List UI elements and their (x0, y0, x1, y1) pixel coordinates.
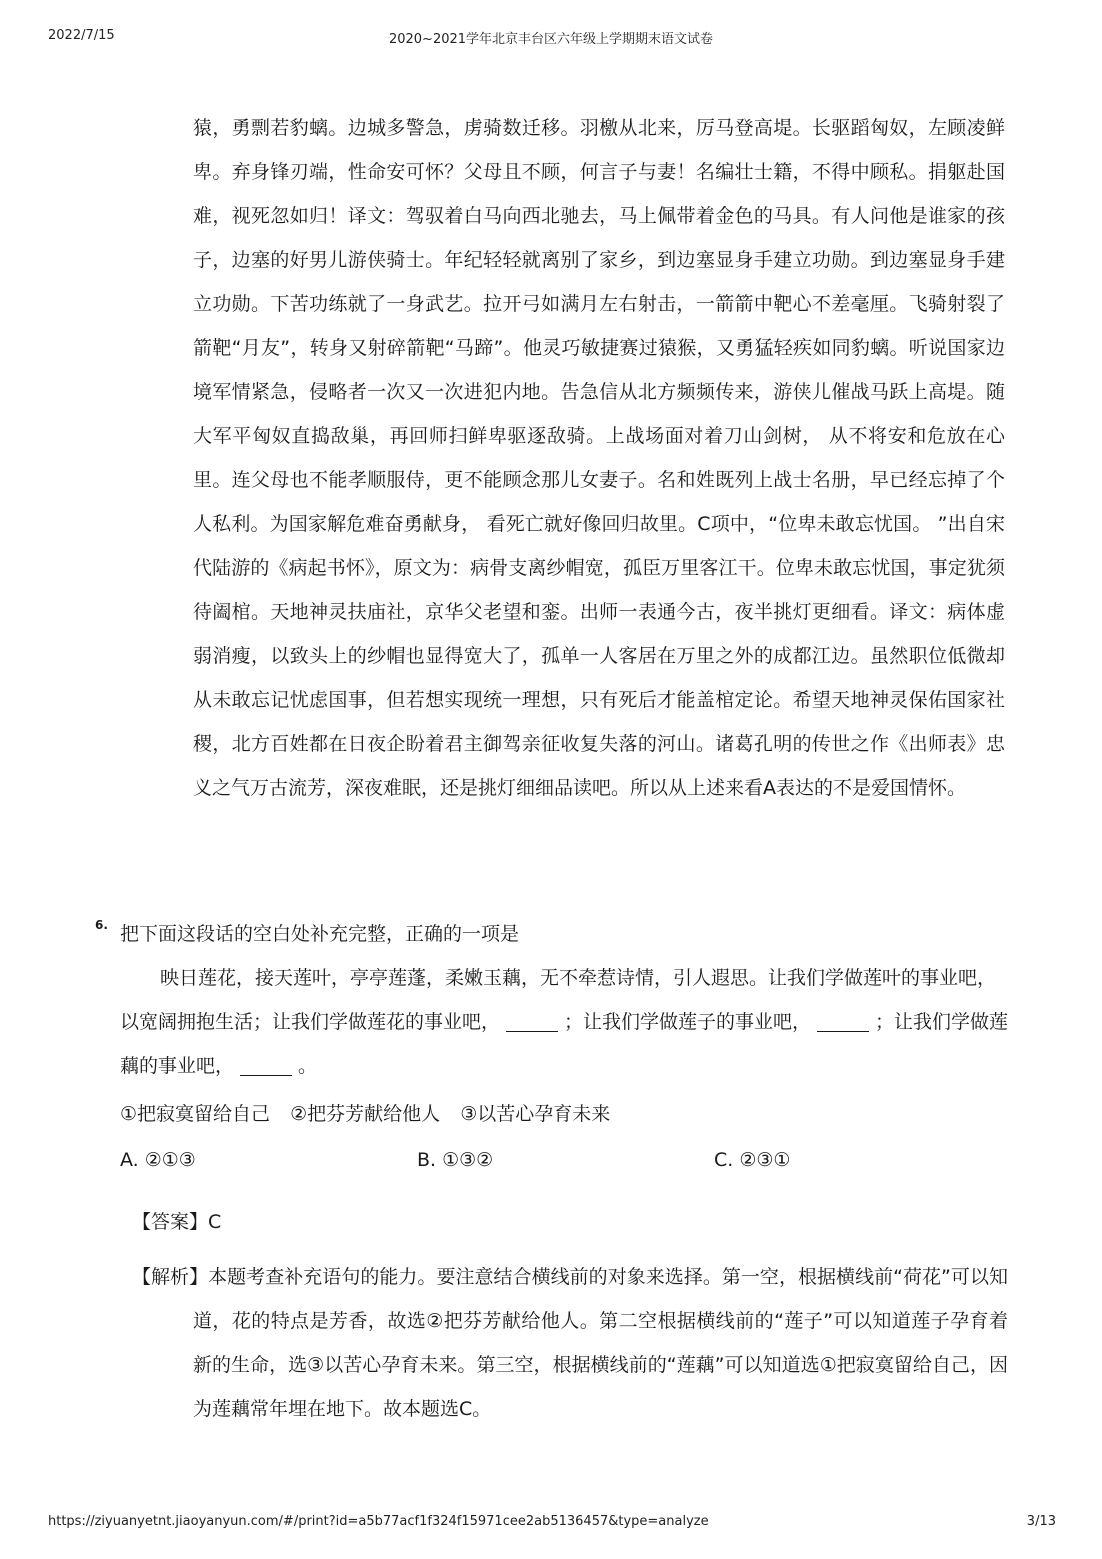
previous-explanation: 猿，勇剽若豹螭。边城多警急，虏骑数迁移。羽檄从北来，厉马登高堤。长驱蹈匈奴，左顾凌鲜卑。弃身锋刃端，性命安可怀？父母且不顾，何言子与妻！名编壮士籍，不得中顾私。捐躯赴国难，视死忽如归！译文：驾驭着白马向西北驰去，马上佩带着金色的马具。有人问他是谁家的孩子，边塞的好男儿游侠骑士。年纪轻轻就离别了家乡，到边塞显身手建立功勋。到边塞显身手建立功勋。下苦功练就了一身武艺。拉开弓如满月左右射击，一箭箭中靶心不差毫厘。飞骑射裂了箭靶“月友”，转身又射碎箭靶“马蹄”。他灵巧敏捷赛过猿猴，又勇猛轻疾如同豹螭。听说国家边境军情紧急，侵略者一次又一次进犯内地。告急信从北方频频传来，游侠儿催战马跃上高堤。随大军平匈奴直捣敌巢，再回师扫鲜卑驱逐敌骑。上战场面对着刀山剑树， 从不将安和危放在心里。连父母也不能孝顺服侍，更不能顾念那儿女妻子。名和姓既列上战士名册，早已经忘掉了个人私利。为国家解危难奋勇献身， 看死亡就好像回归故里。C项中，“位卑未敢忘忧国。 ”出自宋代陆游的《病起书怀》，原文为：病骨支离纱帽宽，孤臣万里客江干。位卑未敢忘忧国，事定犹须待阖棺。天地神灵扶庙社，京华父老望和銮。出师一表通今古，夜半挑灯更细看。译文：病体虚弱消瘦，以致头上的纱帽也显得宽大了，孤单一人客居在万里之外的成都江边。虽然职位低微却从未敢忘记忧虑国事，但若想实现统一理想，只有死后才能盖棺定论。希望天地神灵保佑国家社稷，北方百姓都在日夜企盼着君主御驾亲征收复失落的河山。诸葛孔明的传世之作《出师表》忠义之气万古流芳，深夜难眠，还是挑灯细细品读吧。所以从上述来看A表达的不是爱国情怀。 (193, 117, 1005, 799)
blank-2 (817, 1009, 869, 1032)
answer-line (132, 1200, 221, 1244)
passage-part-2: ；让我们学做莲子的事业吧， (564, 1011, 812, 1033)
choice-item: ②把芬芳献给他人 (290, 1103, 441, 1125)
question-prompt: 把下面这段话的空白处补充完整，正确的一项是 (120, 923, 520, 945)
answer-label: 【答案】 (132, 1211, 209, 1233)
passage-part-4: 。 (298, 1055, 318, 1077)
blank-3 (240, 1053, 292, 1076)
question-passage (120, 956, 1012, 1088)
page-header-title: 2020~2021学年北京丰台区六年级上学期期末语文试卷 (388, 32, 714, 47)
blank-1 (506, 1009, 558, 1032)
analysis-text: 本题考查补充语句的能力。要注意结合横线前的对象来选择。第一空，根据横线前“荷花”可以知道，花的特点是芳香，故选②把芬芳献给他人。第二空根据横线前的“莲子”可以知道莲子孕育着新的生命，选③以苦心孕育未来。第三空，根据横线前的“莲藕”可以知道选①把寂寞留给自己，因为莲藕常年埋在地下。故本题选C。 (193, 1266, 1008, 1420)
choice-items (120, 1092, 624, 1136)
page-number: 3/13 (1026, 1514, 1056, 1529)
question-number: 6. (95, 918, 108, 932)
answer-value: C (208, 1211, 222, 1233)
page-footer-url: https://ziyuanyetnt.jiaoyanyun.com/#/print?id=a5b77acf1f324f15971cee2ab5136457&type=analyze (48, 1514, 709, 1529)
passage-part-1: 映日莲花，接天莲叶，亭亭莲蓬，柔嫩玉藕，无不牵惹诗情，引人遐思。让我们学做莲叶的事业吧，以宽阔拥抱生活；让我们学做莲花的事业吧， (120, 967, 997, 1033)
passage-part-3: ；让我们学做莲藕的事业吧， (120, 1011, 1009, 1077)
analysis-block (132, 1255, 1008, 1431)
choice-item: ①把寂寞留给自己 (120, 1103, 271, 1125)
option-b: B. ①③② (417, 1149, 494, 1171)
option-c: C. ②③① (714, 1149, 791, 1171)
choice-item: ③以苦心孕育未来 (460, 1103, 611, 1125)
page-header-date: 2022/7/15 (48, 28, 115, 43)
analysis-paragraph (132, 1255, 1008, 1431)
analysis-label: 【解析】 (132, 1266, 209, 1288)
option-a: A. ②①③ (120, 1149, 196, 1171)
